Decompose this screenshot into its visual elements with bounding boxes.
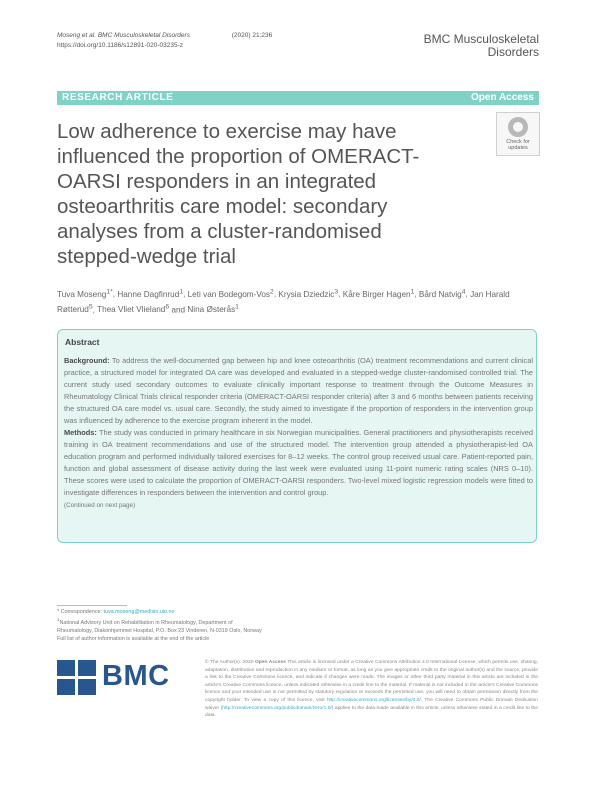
correspondence: * Correspondence: tuva.moseng@medisin.uio.no $^1$National Advisory Unit on Rehabilitation in Rheumatology, Department of Rheumatology, Diakonhjemmet Hospital, P.O. Box 23 Vinderen, N-0319 Oslo, Norway Full list of author information is available at the end of the article [57,609,262,643]
journal-citation: Moseng et al. BMC Musculoskeletal Disorders [57,32,190,39]
license-link[interactable]: http://creativecommons.org/licenses/by/4.0/ [326,697,421,703]
author: Thea Vliet Vlieland$^6$ [97,303,170,315]
abstract-background: Background: To address the well-documented gap between hip and knee osteoarthritis (OA) treatment recommendations and current clinical practice, a structured model for integrated OA care was developed and evaluated in a stepped-wedge cluster-randomised controlled trial. The current study used secondary outcomes to evaluate clinically important response to treatment through the Outcome Measures in Rheumatology Clinical Trials clinical responder criteria (OMERACT-OARSI responder criteria) after 3 and 6 months between patients receiving the structured OA care model vs. usual care. Secondly, the study aimed to investigate if the proportion of responders in the intervention group was influenced by adherence to the exercise program inherent in the model. [64,356,533,425]
author: Jan Harald Røtterud$^5$ [57,289,510,315]
open-access-label: Open Access [471,92,534,103]
author: Leti van Bodegom-Vos$^2$ [187,288,274,299]
correspondence-email[interactable]: tuva.moseng@medisin.uio.no [103,609,175,615]
continued-note: (Continued on next page) [64,501,136,509]
doi-link[interactable]: https://doi.org/10.1186/s12891-020-03235-z [57,42,183,49]
bmc-logo-text: BMC [102,660,170,692]
year-issue: (2020) 21:236 [231,32,273,39]
author: Hanne Dagfinrud$^1$ [117,288,184,299]
bmc-logo-icon [57,660,97,696]
public-domain-link[interactable]: http://creativecommons.org/publicdomain/zero/1.0/ [222,705,332,711]
running-header [57,31,272,51]
abstract-methods: Methods: The study was conducted in primary healthcare in six Norwegian municipalities. General practitioners and physiotherapists received training in OA treatment recommendations and use of the structured model. The intervention group attended a physiotherapist-led OA education program and performed individually tailored exercises for 8–12 weeks. The control group received usual care. Patient-reported pain, function and global assessment of disease activity during the last week were evaluated using 11-point numeric rating scales (NRS 0–10). These scores were used to calculate the proportion of OMERACT-OARSI responders. Two-level mixed logistic regression models were fitted to investigate differences in responders between the intervention and control group. [64,428,533,497]
abstract-heading: Abstract [65,337,100,347]
journal-name: BMC Musculoskeletal Disorders [423,32,539,59]
author: Nina Østerås$^1$ [187,303,239,315]
author: Tuva Moseng$^{1*}$ [57,288,113,299]
author: Kåre Birger Hagen$^1$ [342,288,415,299]
author-list: Tuva Moseng$^{1*}$, Hanne Dagfinrud$^1$, Leti van Bodegom-Vos$^2$, Krysia Dziedzic$^3$, Kåre Birger Hagen$^1$, Bård Natvig$^4$, Jan Harald Røtterud$^5$, Thea Vliet Vlieland$^6$ and Nina Østerås$^1$ [57,288,510,315]
article-title: Low adherence to exercise may have influenced the proportion of OMERACT-OARSI responders in an integrated osteoarthritis care model: secondary analyses from a cluster-randomised stepped-wedge trial [57,120,420,268]
article-type-label: RESEARCH ARTICLE [62,92,174,103]
author: Krysia Dziedzic$^3$ [278,288,339,299]
abstract-box [57,329,537,543]
license-text: © The Author(s). 2020 Open Access This article is licensed under a Creative Commons Attribution 4.0 International License, which permits use, sharing, adaptation, distribution and reproduction in any medium or format, as long as you give appropriate credit to the original author(s) and the source, provide a link to the Creative Commons licence, and indicate if changes were made. The images or other third party material in this article are included in the article's Creative Commons licence, unless indicated otherwise in a credit line to the material. If material is not included in the article's Creative Commons licence and your intended use is not permitted by statutory regulation or exceeds the permitted use, you will need to obtain permission directly from the copyright holder. To view a copy of this licence, visit http://creativecommons.org/licenses/by/4.0/. The Creative Commons Public Domain Dedication waiver (http://creativecommons.org/publicdomain/zero/1.0/) applies to the data made available in this article, unless otherwise stated in a credit line to the data. [205,660,538,719]
article-type-banner [57,91,539,105]
footnote-rule [57,605,127,606]
author: Bård Natvig$^4$ [418,288,466,299]
author-info-note: Full list of author information is available at the end of the article [57,636,210,643]
affiliation: $^1$National Advisory Unit on Rehabilitation in Rheumatology, Department of Rheumatology, Diakonhjemmet Hospital, P.O. Box 23 Vinderen, N-0319 Oslo, Norway [57,617,262,635]
abstract-body [64,355,533,513]
check-for-updates-badge[interactable]: Check for updates [496,112,540,156]
bmc-logo [57,660,170,701]
